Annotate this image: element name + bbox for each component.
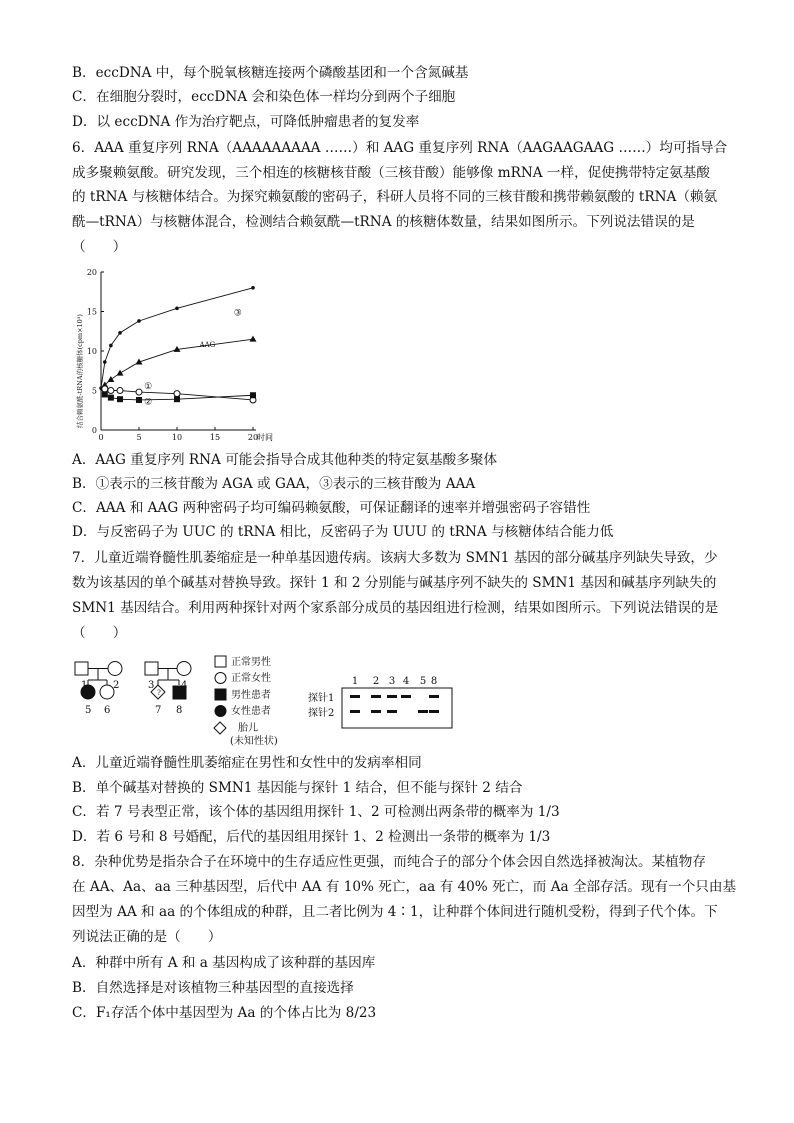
y-tick-label: 15 bbox=[86, 307, 97, 317]
q7-option-a: A．儿童近端脊髓性肌萎缩症在男性和女性中的发病率相同 bbox=[72, 755, 422, 771]
gel-lane-label: 3 bbox=[388, 676, 396, 687]
data-point bbox=[107, 376, 114, 382]
gel-box bbox=[342, 688, 452, 728]
gel-band bbox=[350, 710, 360, 713]
x-tick-label: 20 bbox=[247, 433, 259, 442]
legend-fetus: 胎儿 bbox=[238, 723, 258, 734]
q8-stem-line: 8．杂种优势是指杂合子在环境中的生存适应性更强，而纯合子的部分个体会因自然选择被淘汰。某植物存 bbox=[72, 854, 706, 870]
probe-label: 探针2 bbox=[308, 708, 335, 719]
series-line bbox=[101, 288, 253, 388]
data-point bbox=[103, 360, 107, 364]
data-point bbox=[108, 395, 114, 401]
q6-stem-line: 成多聚赖氨酸。研究发现，三个相连的核糖核苷酸（三核苷酸）能够像 mRNA 一样，促使携带特定氨基酸 bbox=[72, 165, 711, 181]
data-point bbox=[108, 388, 114, 394]
q6-stem-line: 6．AAA 重复序列 RNA（AAAAAAAAA ……）和 AAG 重复序列 RNA（AAGAAGAAG ……）均可指导合 bbox=[72, 140, 728, 156]
y-axis-label: 结合赖氨酰-tRNA的核糖体(cpm×10³) bbox=[76, 314, 84, 428]
pedigree-label: 2 bbox=[113, 680, 120, 691]
pedigree-and-gel-figure bbox=[60, 650, 460, 750]
legend-affected-female: 女性患者 bbox=[231, 706, 271, 717]
gel-band bbox=[401, 695, 411, 698]
data-point bbox=[175, 307, 179, 311]
data-point bbox=[174, 391, 180, 397]
series-label: AAG bbox=[199, 341, 216, 350]
q7-option-b: B．单个碱基对替换的 SMN1 基因能与探针 1 结合，但不能与探针 2 结合 bbox=[72, 780, 523, 796]
data-point bbox=[102, 391, 108, 397]
data-point bbox=[136, 397, 142, 403]
q8-stem-line: 在 AA、Aa、aa 三种基因型，后代中 AA 有 10% 死亡，aa 有 40% 死亡，而 Aa 全部存活。现有一个只由基 bbox=[72, 879, 737, 895]
data-point bbox=[137, 319, 141, 323]
q7-stem-line: 数为该基因的单个碱基对替换导致。探针 1 和 2 分别能与碱基序列不缺失的 SMN1 基因和碱基序列缺失的 bbox=[72, 575, 717, 591]
y-tick-label: 5 bbox=[91, 386, 97, 396]
data-point bbox=[250, 336, 257, 342]
data-point bbox=[136, 389, 142, 395]
q6-option-a: A．AAG 重复序列 RNA 可能会指导合成其他种类的特定氨基酸多聚体 bbox=[72, 452, 498, 468]
x-tick-label: 0 bbox=[98, 433, 104, 442]
data-point bbox=[102, 386, 108, 392]
q8-option-b: B．自然选择是对该植物三种基因型的直接选择 bbox=[72, 980, 354, 996]
q8-option-a: A．种群中所有 A 和 a 基因构成了该种群的基因库 bbox=[72, 955, 376, 971]
series-line bbox=[105, 339, 253, 385]
q8-stem-line: 因型为 AA 和 aa 的个体组成的种群，且二者比例为 4∶1，让种群个体间进行随机受粉，得到子代个体。下 bbox=[72, 904, 718, 920]
data-point bbox=[109, 344, 113, 348]
q7-option-c: C．若 7 号表型正常，该个体的基因组用探针 1、2 可检测出两条带的概率为 1/3 bbox=[72, 804, 560, 820]
fetus-mark: ? bbox=[157, 689, 161, 697]
gel-lane-label: 8 bbox=[430, 676, 438, 687]
probe-label: 探针1 bbox=[308, 693, 335, 704]
q6-option-d: D．与反密码子为 UUC 的 tRNA 相比，反密码子为 UUU 的 tRNA 与核糖体结合能力低 bbox=[72, 524, 614, 540]
data-point bbox=[117, 370, 124, 376]
gel-band bbox=[387, 695, 397, 698]
q5-option-d: D．以 eccDNA 作为治疗靶点，可降低肿瘤患者的复发率 bbox=[72, 114, 420, 130]
q6-stem-line: （ ） bbox=[72, 239, 127, 255]
q5-option-b: B．eccDNA 中，每个脱氧核糖连接两个磷酸基团和一个含氮碱基 bbox=[72, 65, 469, 81]
pedigree-label: 7 bbox=[155, 705, 162, 716]
q7-option-d: D．若 6 号和 8 号婚配，后代的基因组用探针 1、2 检测出一条带的概率为 1/3 bbox=[72, 829, 551, 845]
x-tick-label: 5 bbox=[136, 433, 142, 442]
gel-band bbox=[429, 710, 439, 713]
gel-band bbox=[371, 695, 381, 698]
q8-option-c: C．F₁存活个体中基因型为 Aa 的个体占比为 8/23 bbox=[72, 1005, 377, 1021]
data-point bbox=[251, 286, 255, 290]
data-point bbox=[250, 392, 256, 398]
series-label: ③ bbox=[233, 308, 242, 319]
pedigree-label: 8 bbox=[176, 705, 183, 716]
gel-band bbox=[387, 710, 397, 713]
y-tick-label: 10 bbox=[86, 347, 97, 356]
gel-lane-label: 1 bbox=[351, 676, 359, 687]
gel-band bbox=[429, 695, 439, 698]
legend-symbols bbox=[214, 656, 226, 734]
y-tick-label: 0 bbox=[91, 426, 97, 435]
pedigree-label: 1 bbox=[81, 680, 88, 691]
q7-stem-line: 7．儿童近端脊髓性肌萎缩症是一种单基因遗传病。该病大多数为 SMN1 基因的部分碱基序列缺失导致，少 bbox=[72, 550, 718, 566]
y-tick-label: 20 bbox=[86, 268, 97, 277]
x-tick-label: 15 bbox=[209, 433, 221, 442]
gel-lane-label: 2 bbox=[372, 676, 380, 687]
pedigree-label: 3 bbox=[148, 680, 155, 691]
q5-option-c: C．在细胞分裂时，eccDNA 会和染色体一样均分到两个子细胞 bbox=[72, 89, 456, 105]
x-axis-label: 时间 bbox=[257, 433, 273, 442]
legend-affected-male: 男性患者 bbox=[231, 690, 271, 701]
q7-stem-line: SMN1 基因结合。利用两种探针对两个家系部分成员的基因组进行检测，结果如图所示。下列说法错误的是 bbox=[72, 600, 719, 616]
gel-band bbox=[371, 710, 381, 713]
pedigree-label: 4 bbox=[181, 680, 188, 691]
x-tick-label: 10 bbox=[171, 433, 183, 442]
data-point bbox=[117, 396, 123, 402]
q6-stem-line: 的 tRNA 与核糖体结合。为探究赖氨酸的密码子，科研人员将不同的三核苷酸和携带赖氨酸的 tRNA（赖氨 bbox=[72, 189, 718, 205]
gel-lane-label: 5 bbox=[419, 676, 427, 687]
legend-normal-female: 正常女性 bbox=[231, 673, 271, 684]
gel-band bbox=[418, 710, 428, 713]
gel-band bbox=[350, 695, 360, 698]
data-point bbox=[117, 388, 123, 394]
data-point bbox=[174, 396, 180, 402]
gel-lane-label: 4 bbox=[402, 676, 410, 687]
ribosome-binding-chart bbox=[70, 265, 273, 445]
series-label: ① bbox=[144, 381, 153, 392]
q8-stem-line: 列说法正确的是（ ） bbox=[72, 929, 222, 945]
series-label: ② bbox=[144, 397, 153, 408]
q6-stem-line: 酰—tRNA）与核糖体混合，检测结合赖氨酰—tRNA 的核糖体数量，结果如图所示。下列说法错误的是 bbox=[72, 214, 695, 230]
legend-unknown-trait: (未知性状) bbox=[230, 736, 278, 747]
pedigree-label: 6 bbox=[104, 705, 111, 716]
data-point bbox=[118, 331, 122, 335]
legend-normal-male: 正常男性 bbox=[231, 657, 271, 668]
pedigree-label: 5 bbox=[85, 705, 92, 716]
q7-stem-line: （ ） bbox=[72, 625, 127, 641]
q6-option-c: C．AAA 和 AAG 两种密码子均可编码赖氨酸，可保证翻译的速率并增强密码子容错性 bbox=[72, 500, 591, 516]
q6-option-b: B．①表示的三核苷酸为 AGA 或 GAA，③表示的三核苷酸为 AAA bbox=[72, 476, 476, 492]
